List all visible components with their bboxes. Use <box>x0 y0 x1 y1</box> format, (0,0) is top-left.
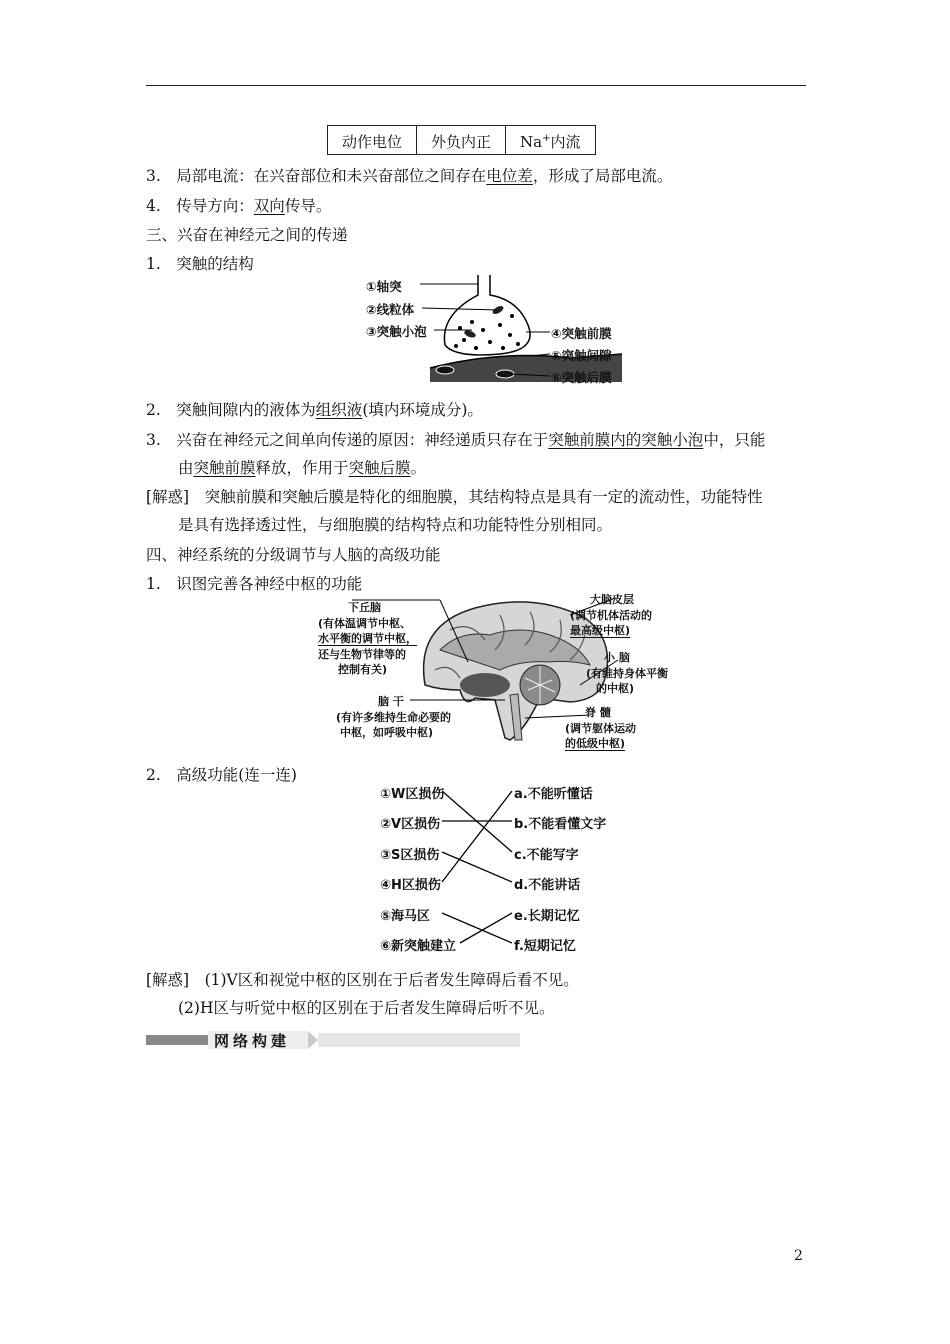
match-left-item: ②V区损伤 <box>380 817 441 832</box>
synapse-label-postsynaptic: ⑥突触后膜 <box>551 370 612 385</box>
match-right-item: c.不能写字 <box>514 848 579 863</box>
potential-table <box>327 125 596 155</box>
synapse-label-mitochondria: ②线粒体 <box>366 302 415 317</box>
match-right-item: d.不能讲话 <box>514 878 581 893</box>
note-synapse: [解惑] 突触前膜和突触后膜是特化的细胞膜，其结构特点是具有一定的流动性，功能特性 <box>146 488 763 506</box>
subheading: 1. 突触的结构 <box>146 255 254 273</box>
synapse-label-vesicle: ③突触小泡 <box>366 324 427 339</box>
match-left-item: ③S区损伤 <box>380 848 440 863</box>
match-left-item: ④H区损伤 <box>380 878 441 893</box>
match-right-item: a.不能听懂话 <box>514 787 593 802</box>
note-synapse-cont: 是具有选择透过性，与细胞膜的结构特点和功能特性分别相同。 <box>178 516 613 534</box>
match-right-item: e.长期记忆 <box>514 909 580 924</box>
section-banner <box>146 1030 520 1050</box>
item-one-way-cont: 由突触前膜释放，作用于突触后膜。 <box>178 459 427 477</box>
note-brain-areas: [解惑] (1)V区和视觉中枢的区别在于后者发生障碍后看不见。 <box>146 971 579 989</box>
header-rule <box>146 85 806 86</box>
table-cell: 外负内正 <box>417 126 506 155</box>
item-cleft-fluid: 2. 突触间隙内的液体为组织液(填内环境成分)。 <box>146 401 483 419</box>
note-brain-areas-cont: (2)H区与听觉中枢的区别在于后者发生障碍后听不见。 <box>178 999 555 1017</box>
table-cell: Na+内流 <box>506 126 595 155</box>
brain-label-hypothalamus: 下丘脑 (有体温调节中枢、 水平衡的调节中枢， 还与生物节律等的 控制有关) <box>318 601 417 676</box>
synapse-label-presynaptic: ④突触前膜 <box>551 326 612 341</box>
item-local-current: 3. 局部电流：在兴奋部位和未兴奋部位之间存在电位差，形成了局部电流。 <box>146 167 673 185</box>
banner-title: 网络构建 <box>214 1032 291 1050</box>
table-cell: 动作电位 <box>328 126 417 155</box>
synapse-label-cleft: ⑤突触间隙 <box>551 348 612 363</box>
brain-label-cerebellum: 小 脑 (有维持身体平衡 的中枢) <box>586 651 669 695</box>
match-left-item: ⑤海马区 <box>380 909 431 924</box>
brain-label-spinal: 脊 髓 (调节躯体运动 的低级中枢) <box>565 706 637 750</box>
section-heading: 三、兴奋在神经元之间的传递 <box>146 226 348 244</box>
item-direction: 4. 传导方向：双向传导。 <box>146 197 332 215</box>
brain-label-cortex: 大脑皮层 (调节机体活动的 最高级中枢) <box>570 593 653 637</box>
match-right-item: b.不能看懂文字 <box>514 817 607 832</box>
matching-lines <box>370 780 630 955</box>
match-right-item: f.短期记忆 <box>514 939 576 954</box>
page-number: 2 <box>794 1248 803 1264</box>
match-left-item: ⑥新突触建立 <box>380 939 457 954</box>
brain-label-brainstem: 脑 干 (有许多维持生命必要的 中枢，如呼吸中枢) <box>336 695 452 739</box>
subheading: 2. 高级功能(连一连) <box>146 766 297 784</box>
item-one-way: 3. 兴奋在神经元之间单向传递的原因：神经递质只存在于突触前膜内的突触小泡中，只能 <box>146 431 766 449</box>
match-left-item: ①W区损伤 <box>380 787 445 802</box>
section-heading: 四、神经系统的分级调节与人脑的高级功能 <box>146 546 441 564</box>
subheading: 1. 识图完善各神经中枢的功能 <box>146 575 363 593</box>
synapse-label-axon: ①轴突 <box>366 279 402 294</box>
